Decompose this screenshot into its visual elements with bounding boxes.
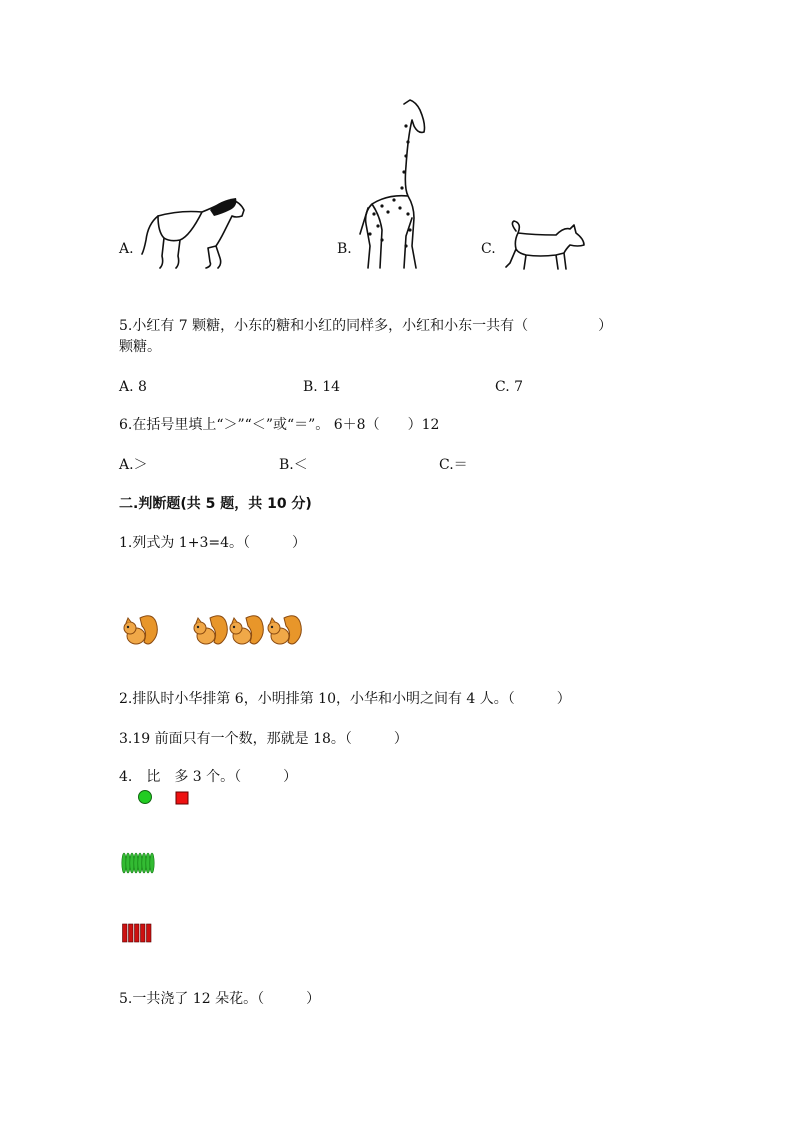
question-5-option-b[interactable]: B. 14 (303, 379, 341, 395)
option-b-label: B. (337, 241, 352, 257)
green-leaves-image (121, 852, 155, 874)
question-5-text-continued: 颗糖。 (119, 339, 161, 355)
option-c-label: C. (481, 241, 496, 257)
judge-item-3: 3.19 前面只有一个数，那就是 18。（ ） (119, 731, 408, 747)
red-square-icon (175, 791, 189, 805)
question-5-option-c[interactable]: C. 7 (495, 379, 524, 395)
question-5-text: 5.小红有 7 颗糖，小东的糖和小红的同样多，小红和小东一共有（ ） (119, 318, 613, 334)
squirrel-group-image (122, 610, 312, 650)
horse-image (140, 196, 250, 271)
question-6-option-b[interactable]: B.＜ (279, 457, 308, 473)
judge-item-1: 1.列式为 1+3=4。（ ） (119, 535, 306, 551)
red-bars-image (122, 923, 154, 943)
judge-item-2: 2.排队时小华排第 6，小明排第 10，小华和小明之间有 4 人。（ ） (119, 691, 571, 707)
question-6-option-c[interactable]: C.＝ (439, 457, 468, 473)
judge-item-5: 5.一共浇了 12 朵花。（ ） (119, 991, 321, 1007)
section-2-title: 二.判断题(共 5 题，共 10 分) (119, 496, 312, 512)
option-a-label: A. (119, 241, 134, 257)
question-6-option-a[interactable]: A.＞ (119, 457, 148, 473)
dog-image (504, 219, 586, 274)
green-circle-icon (137, 789, 153, 805)
giraffe-image (358, 96, 428, 271)
judge-item-4: 4. 比 多 3 个。（ ） (119, 769, 298, 785)
question-5-option-a[interactable]: A. 8 (119, 379, 147, 395)
question-6-text: 6.在括号里填上“＞”“＜”或“＝”。 6＋8（ ）12 (119, 417, 440, 433)
